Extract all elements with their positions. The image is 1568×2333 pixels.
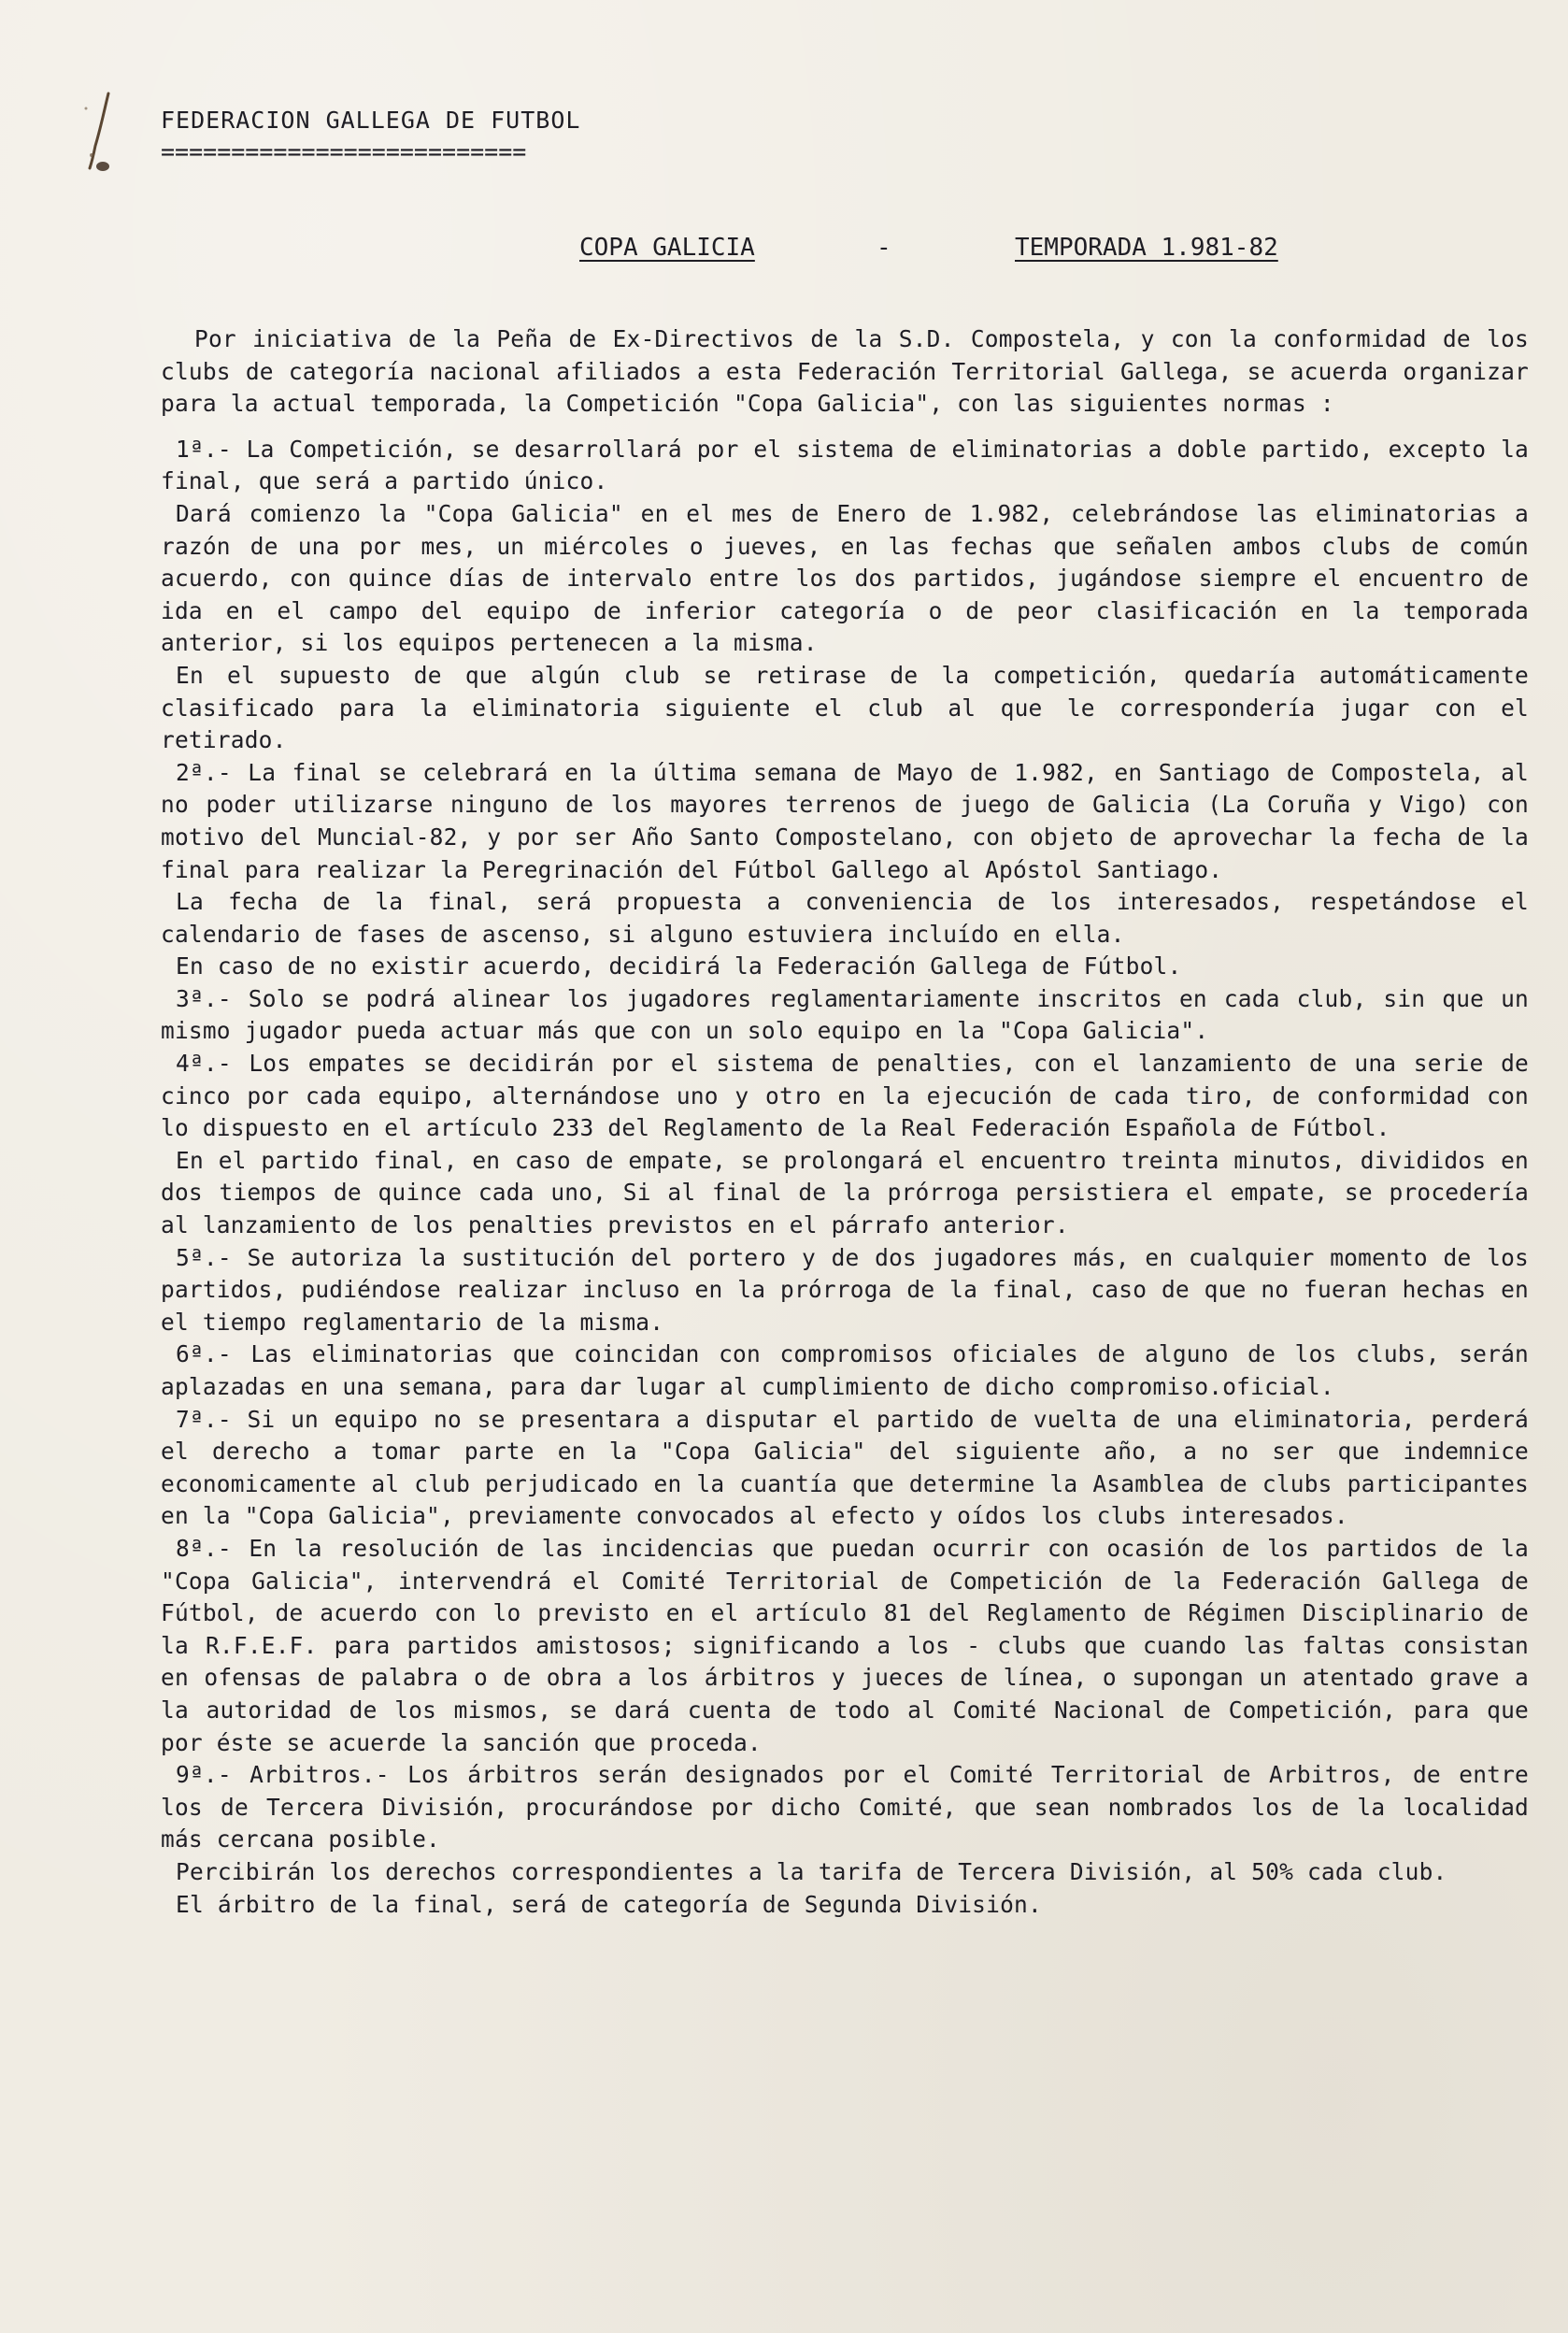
competition-title: COPA GALICIA	[579, 234, 755, 262]
article-3	[161, 983, 1529, 1048]
article-6	[161, 1338, 1529, 1403]
article-9-paragraph: Percibirán los derechos correspondientes a la tarifa de Tercera División, al 50% cada club.	[176, 1857, 1447, 1885]
article-4-paragraph: 4ª.- Los empates se decidirán por el sistema de penalties, con el lanzamiento de una serie de cinco por cada equipo, alternándose uno y otro en la ejecución de cada tiro, de conformidad con lo dispuesto en el artículo 233 del Reglamento de la Real Federación Española de Fútbol.	[161, 1050, 1529, 1142]
intro-paragraph: Por iniciativa de la Peña de Ex-Directivos de la S.D. Compostela, y con la conformidad de los clubs de categoría nacional afiliados a esta Federación Territorial Gallega, se acuerda organizar para la actual temporada, la Competición "Copa Galicia", con las siguientes normas :	[161, 325, 1529, 418]
article-2-paragraph: La fecha de la final, será propuesta a conveniencia de los interesados, respetándose el calendario de fases de ascenso, si alguno estuviera incluído en ella.	[161, 888, 1529, 948]
article-4-paragraph: En el partido final, en caso de empate, se prolongará el encuentro treinta minutos, divididos en dos tiempos de quince cada uno, Si al final de la prórroga persistiera el empate, se procedería al lanzamiento de los penalties previstos en el párrafo anterior.	[161, 1146, 1529, 1239]
article-9-paragraph: El árbitro de la final, será de categoría de Segunda División.	[176, 1890, 1042, 1918]
article-1-paragraph: 1ª.- La Competición, se desarrollará por el sistema de eliminatorias a doble partido, excepto la final, que será a partido único.	[161, 435, 1529, 495]
article-9-paragraph: 9ª.- Arbitros.- Los árbitros serán designados por el Comité Territorial de Arbitros, de entre los de Tercera División, procurándose por dicho Comité, que sean nombrados los de la localidad más cercana posible.	[161, 1761, 1529, 1854]
article-5-paragraph: 5ª.- Se autoriza la sustitución del portero y de dos jugadores más, en cualquier momento de los partidos, pudiéndose realizar incluso en la prórroga de la final, caso de que no fueran hechas en el tiempo reglamentario de la misma.	[161, 1243, 1529, 1336]
season-title: TEMPORADA 1.981-82	[1015, 234, 1278, 262]
article-2-paragraph: 2ª.- La final se celebrará en la última semana de Mayo de 1.982, en Santiago de Compostela, al no poder utilizarse ninguno de los mayores terrenos de juego de Galicia (La Coruña y Vigo) con motivo del Muncial-82, y por ser Año Santo Compostelano, con objeto de aprovechar la fecha de la final para realizar la Peregrinación del Fútbol Gallego al Apóstol Santiago.	[161, 758, 1529, 883]
article-1	[161, 434, 1529, 757]
article-5	[161, 1242, 1529, 1339]
article-7	[161, 1404, 1529, 1533]
article-1-paragraph: Dará comienzo la "Copa Galicia" en el mes de Enero de 1.982, celebrándose las eliminatorias a razón de una por mes, un miércoles o jueves, en las fechas que señalen ambos clubs de común acuerdo, con quince días de intervalo entre los dos partidos, jugándose siempre el encuentro de ida en el campo del equipo de inferior categoría o de peor clasificación en la temporada anterior, si los equipos pertenecen a la misma.	[161, 499, 1529, 657]
article-1-paragraph: En el supuesto de que algún club se retirase de la competición, quedaría automáticamente clasificado para la eliminatoria siguiente el club al que le correspondería jugar con el retirado.	[161, 661, 1529, 754]
title-separator: -	[877, 234, 891, 262]
article-4	[161, 1048, 1529, 1242]
article-6-paragraph: 6ª.- Las eliminatorias que coincidan con compromisos oficiales de alguno de los clubs, serán aplazadas en una semana, para dar lugar al cumplimiento de dicho compromiso.oficial.	[161, 1340, 1529, 1400]
letterhead	[161, 105, 580, 168]
article-2	[161, 757, 1529, 983]
underline-rule: ==========================	[161, 138, 527, 165]
document-title	[579, 234, 1327, 267]
article-3-paragraph: 3ª.- Solo se podrá alinear los jugadores reglamentariamente inscritos en cada club, sin que un mismo jugador pueda actuar más que con un solo equipo en la "Copa Galicia".	[161, 984, 1529, 1045]
article-8	[161, 1533, 1529, 1759]
ink-stain-mark	[82, 90, 120, 179]
document-body	[161, 323, 1529, 1921]
article-8-paragraph: 8ª.- En la resolución de las incidencias que puedan ocurrir con ocasión de los partidos de la "Copa Galicia", intervendrá el Comité Territorial de Competición de la Federación Gallega de Fútbol, de acuerdo con lo previsto en el artículo 81 del Reglamento de Régimen Disciplinario de la R.F.E.F. para partidos amistosos; significando a los - clubs que cuando las faltas consistan en ofensas de palabra o de obra a los árbitros y jueces de línea, o supongan un atentado grave a la autoridad de los mismos, se dará cuenta de todo al Comité Nacional de Competición, para que por éste se acuerde la sanción que proceda.	[161, 1534, 1529, 1756]
organization-name: FEDERACION GALLEGA DE FUTBOL	[161, 107, 581, 134]
article-2-paragraph: En caso de no existir acuerdo, decidirá la Federación Gallega de Fútbol.	[176, 952, 1182, 980]
article-7-paragraph: 7ª.- Si un equipo no se presentara a disputar el partido de vuelta de una eliminatoria, perderá el derecho a tomar parte en la "Copa Galicia" del siguiente año, a no ser que indemnice economicamente al club perjudicado en la cuantía que determine la Asamblea de clubs participantes en la "Copa Galicia", previamente convocados al efecto y oídos los clubs interesados.	[161, 1405, 1529, 1530]
article-9	[161, 1759, 1529, 1921]
